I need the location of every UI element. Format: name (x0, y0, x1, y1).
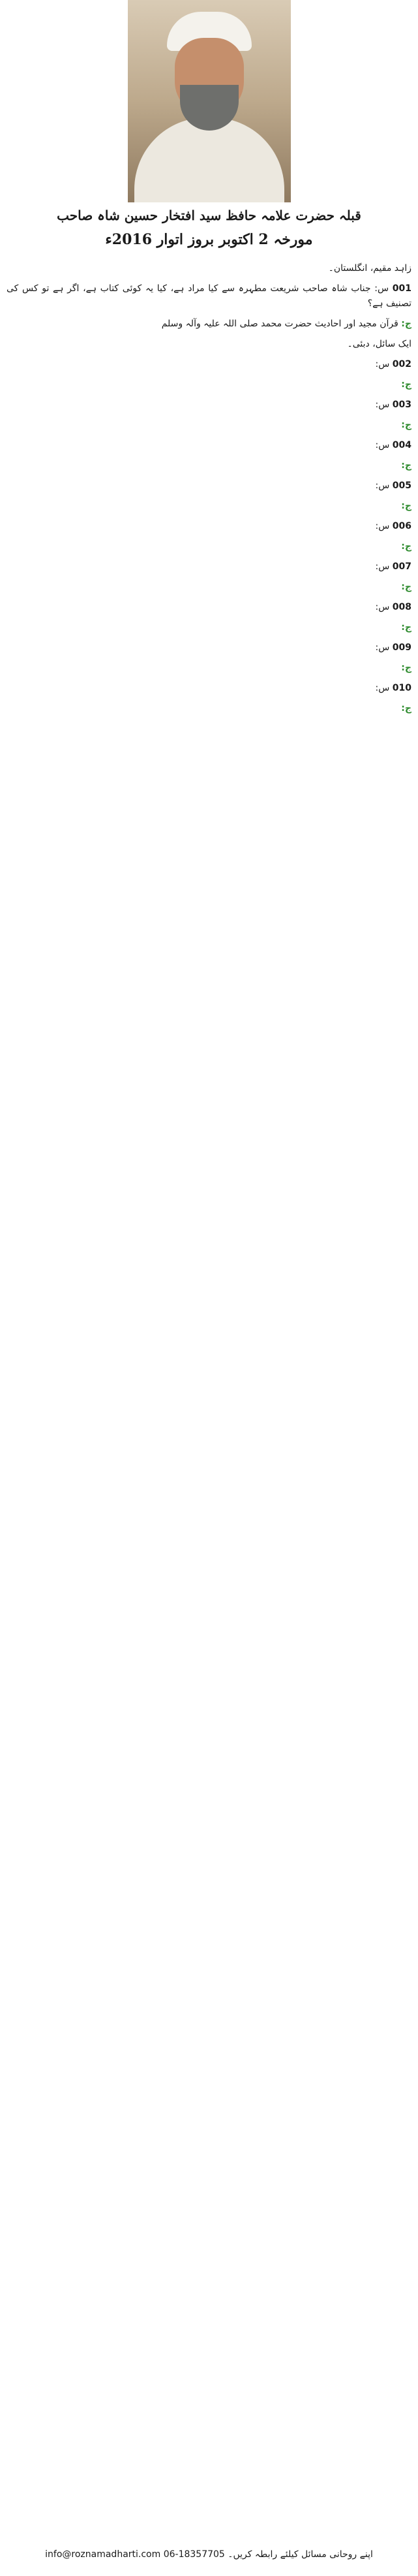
qa-answer (7, 539, 411, 554)
issue-date: مورخہ 2 اکتوبر بروز اتوار 2016ء (105, 231, 313, 248)
footer-text: اپنے روحانی مسائل کیلئے رابطہ کریں۔ (228, 2549, 373, 2560)
qa-answer (7, 418, 411, 433)
answer-text: قرآن مجید اور احادیث حضرت محمد صلی اللہ علیہ وآلہ وسلم (161, 319, 398, 329)
question-text: جناب شاہ صاحب شریعت مطہرہ سے کیا مراد ہے، کیا یہ کوئی کتاب ہے، اگر ہے تو کس کی تصنیف ہے؟ (7, 283, 411, 309)
qa-question (7, 398, 411, 413)
qa-answer (7, 661, 411, 676)
question-number: 002 (392, 359, 411, 369)
question-number: 007 (392, 561, 411, 572)
qa-answer (7, 317, 411, 332)
question-number: 008 (392, 602, 411, 612)
question-number: 001 (392, 283, 411, 294)
answer-label: ج: (401, 663, 411, 673)
answer-label: ج: (401, 319, 411, 329)
question-number: 005 (392, 480, 411, 491)
qa-question (7, 681, 411, 696)
question-label: س: (375, 642, 390, 653)
question-number: 009 (392, 642, 411, 653)
asker-name: ایک سائل، دبئی۔ (347, 339, 411, 349)
qa-answer (7, 620, 411, 635)
qa-question (7, 357, 411, 372)
qa-question (7, 559, 411, 574)
question-label: س: (374, 283, 389, 294)
qa-answer (7, 701, 411, 716)
qa-question (7, 479, 411, 494)
qa-question (7, 600, 411, 615)
answer-label: ج: (401, 501, 411, 511)
answer-label: ج: (401, 703, 411, 714)
answer-label: ج: (401, 379, 411, 390)
question-label: س: (375, 400, 390, 410)
qa-answer (7, 499, 411, 514)
question-label: س: (375, 440, 390, 450)
answer-label: ج: (401, 622, 411, 633)
qa-question (7, 281, 411, 311)
footer-email[interactable]: info@roznamadharti.com (45, 2549, 161, 2560)
qa-list (7, 261, 411, 2546)
intro-line: زاہد مقیم، انگلستان۔ (328, 263, 411, 274)
question-label: س: (375, 602, 390, 612)
question-number: 006 (392, 521, 411, 531)
question-number: 003 (392, 400, 411, 410)
qa-question (7, 519, 411, 534)
question-label: س: (375, 480, 390, 491)
question-label: س: (375, 521, 390, 531)
scholar-portrait-photo (128, 0, 291, 202)
answer-label: ج: (401, 582, 411, 592)
qa-answer (7, 377, 411, 392)
qa-question (7, 438, 411, 453)
qa-answer (7, 458, 411, 473)
answer-label: ج: (401, 541, 411, 552)
contact-footer (0, 2549, 418, 2560)
qa-answer (7, 580, 411, 595)
qa-question (7, 640, 411, 655)
question-label: س: (375, 359, 390, 369)
question-number: 004 (392, 440, 411, 450)
answer-label: ج: (401, 420, 411, 430)
portrait-caption: قبلہ حضرت علامہ حافظ سید افتخار حسین شاہ صاحب (57, 208, 361, 223)
footer-phone: 06-18357705 (163, 2549, 225, 2560)
question-label: س: (375, 683, 390, 693)
question-number: 010 (392, 683, 411, 693)
answer-label: ج: (401, 460, 411, 471)
question-label: س: (375, 561, 390, 572)
